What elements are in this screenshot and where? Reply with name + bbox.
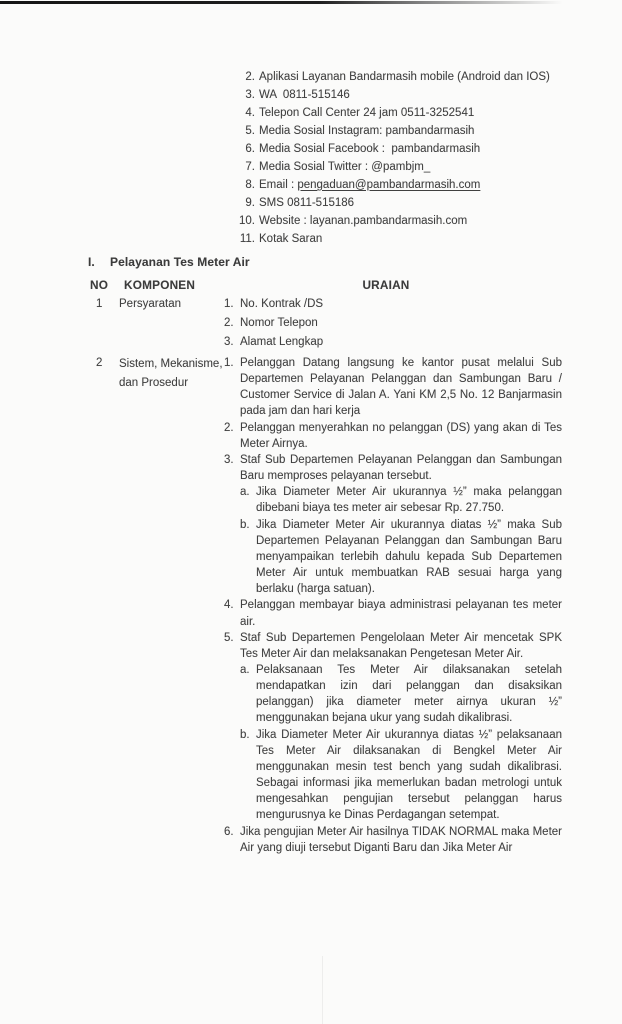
- table-header-row: [88, 277, 562, 293]
- list-item-number: a.: [240, 663, 250, 676]
- list-item-text: No. Kontrak /DS: [240, 298, 324, 310]
- list-item: [240, 484, 562, 516]
- list-item: [224, 333, 562, 352]
- uraian-item: [224, 314, 562, 333]
- list-item-number: b.: [240, 728, 250, 741]
- list-item: [238, 177, 568, 195]
- list-item: [240, 517, 562, 598]
- list-item-number: 4.: [224, 599, 234, 612]
- email-link[interactable]: pengaduan@pambandarmasih.com: [297, 178, 481, 191]
- table-row: [88, 355, 562, 856]
- list-item-text: Staf Sub Departemen Pengelolaan Meter Air mencetak SPK Tes Meter Air dan melaksanakan Pengetesan Meter Air.: [240, 631, 562, 660]
- uraian-sub-list: [240, 662, 562, 824]
- list-item-text: Media Sosial Instagram: pambandarmasih: [259, 124, 475, 137]
- list-item-text: Website : layanan.pambandarmasih.com: [259, 214, 468, 227]
- list-item-number: 10.: [239, 214, 255, 227]
- list-item-text: Pelaksanaan Tes Meter Air dilaksanakan setelah mendapatkan izin dari pelanggan dan disaksikan pelanggan) jika diameter meter airnya ukuran ½” menggunakan bejana ukur yang sudah dikalibrasi.: [256, 663, 562, 725]
- section-heading: [88, 254, 250, 270]
- list-item-number: b.: [240, 518, 250, 531]
- cell-komponen: Persyaratan: [119, 298, 182, 310]
- table-body: [88, 295, 562, 856]
- list-item-text: Pelanggan menyerahkan no pelanggan (DS) yang akan di Tes Meter Airnya.: [240, 421, 562, 450]
- list-item-text: Nomor Telepon: [240, 317, 318, 329]
- contact-channel-list: [238, 69, 568, 249]
- column-header-no: NO: [90, 278, 109, 292]
- scan-artifact-vertical-line: [322, 956, 323, 1024]
- list-item-number: 11.: [239, 232, 255, 245]
- list-item: [224, 420, 562, 452]
- cell-row-number: 1: [96, 298, 103, 310]
- list-item-text: Telepon Call Center 24 jam 0511-3252541: [259, 106, 475, 119]
- list-item: [238, 123, 568, 141]
- list-item-text: Staf Sub Departemen Pelayanan Pelanggan dan Sambungan Baru memproses pelayanan tersebut.: [240, 453, 562, 483]
- uraian-item: [224, 452, 562, 597]
- list-item-number: 5.: [224, 631, 234, 644]
- list-item: [224, 295, 562, 314]
- list-item-number: 8.: [245, 178, 255, 191]
- cell-komponen: Sistem, Mekanisme, dan Prosedur: [119, 358, 223, 389]
- uraian-item: [224, 630, 562, 824]
- list-item: [238, 69, 568, 87]
- section-number: I.: [88, 255, 95, 269]
- list-item-number: 2.: [224, 317, 234, 329]
- list-item-text: Email : pengaduan@pambandarmasih.com: [259, 178, 481, 191]
- list-item: [238, 87, 568, 105]
- list-item: [224, 824, 562, 856]
- list-item: [240, 662, 562, 727]
- service-standard-table: [88, 277, 562, 856]
- list-item-text: SMS 0811-515186: [259, 196, 355, 209]
- section-title: Pelayanan Tes Meter Air: [110, 255, 250, 269]
- list-item-text: WA 0811-515146: [259, 88, 350, 101]
- list-item-text: Jika Diameter Meter Air ukurannya diatas ½” pelaksanaan Tes Meter Air dilaksanakan di Bengkel Meter Air menggunakan mesin test bench yang sudah dikalibrasi. Sebagai informasi jika memerlukan badan metrologi untuk mengesahkan pengujian tersebut pelanggan harus mengurusnya ke Dinas Perdagangan setempat.: [256, 728, 562, 822]
- list-item-number: a.: [240, 486, 250, 499]
- list-item: [238, 231, 568, 249]
- list-item-number: 7.: [245, 160, 255, 173]
- uraian-item: [224, 420, 562, 452]
- list-item: [240, 727, 562, 824]
- list-item-text: Media Sosial Twitter : @pambjm_: [259, 160, 431, 173]
- cell-row-number: 2: [96, 357, 103, 369]
- list-item-number: 6.: [245, 142, 255, 155]
- list-item-number: 9.: [245, 196, 255, 209]
- list-item: [224, 452, 562, 484]
- list-item-number: 1.: [224, 357, 234, 369]
- list-item-number: 3.: [224, 453, 234, 466]
- list-item: [238, 195, 568, 213]
- list-item-number: 6.: [224, 825, 234, 838]
- uraian-item: [224, 333, 562, 352]
- list-item: [238, 105, 568, 123]
- list-item-number: 5.: [245, 124, 255, 137]
- list-item-text: Kotak Saran: [259, 232, 323, 245]
- list-item-text: Aplikasi Layanan Bandarmasih mobile (Android dan IOS): [259, 71, 550, 83]
- uraian-item: [224, 295, 562, 314]
- list-item: [224, 630, 562, 662]
- scan-artifact-top-line: [0, 1, 580, 4]
- list-item-number: 2.: [245, 71, 255, 83]
- uraian-item: [224, 355, 562, 420]
- list-item-number: 3.: [245, 88, 255, 101]
- list-item: [238, 141, 568, 159]
- list-item-text: Media Sosial Facebook : pambandarmasih: [259, 142, 481, 155]
- list-item: [238, 213, 568, 231]
- list-item: [238, 159, 568, 177]
- list-item: [224, 314, 562, 333]
- uraian-item: [224, 597, 562, 629]
- uraian-sub-list: [240, 484, 562, 597]
- list-item-text: Alamat Lengkap: [240, 336, 324, 348]
- list-item-text: Pelanggan membayar biaya administrasi pelayanan tes meter air.: [240, 599, 562, 628]
- list-item-number: 1.: [224, 298, 234, 310]
- list-item-text: Jika pengujian Meter Air hasilnya TIDAK NORMAL maka Meter Air yang diuji tersebut Diganti Baru dan Jika Meter Air: [240, 825, 562, 854]
- cell-uraian: [224, 355, 562, 856]
- list-item: [224, 597, 562, 629]
- column-header-komponen: KOMPONEN: [124, 278, 196, 292]
- cell-uraian: [224, 295, 562, 352]
- uraian-item: [224, 824, 562, 856]
- column-header-uraian: URAIAN: [362, 278, 410, 292]
- list-item-text: Jika Diameter Meter Air ukurannya diatas ½” maka Sub Departemen Pelayanan Pelanggan dan Sambungan Baru menyampaikan terlebih dahulu kepada Sub Departemen Meter Air untuk membuatkan RAB sesuai harga yang berlaku (harga satuan).: [256, 518, 562, 596]
- list-item-text: Pelanggan Datang langsung ke kantor pusat melalui Sub Departemen Pelayanan Pelanggan dan Sambungan Baru / Customer Service di Jalan A. Yani KM 2,5 No. 12 Banjarmasin pada jam dan hari kerja: [240, 357, 562, 418]
- list-item: [224, 355, 562, 420]
- list-item-number: 4.: [245, 106, 255, 119]
- list-item-text: Jika Diameter Meter Air ukurannya ½” maka pelanggan dibebani biaya tes meter air sebesar Rp. 27.750.: [256, 486, 562, 515]
- table-row: [88, 295, 562, 352]
- list-item-number: 2.: [224, 421, 234, 434]
- list-item-number: 3.: [224, 336, 234, 348]
